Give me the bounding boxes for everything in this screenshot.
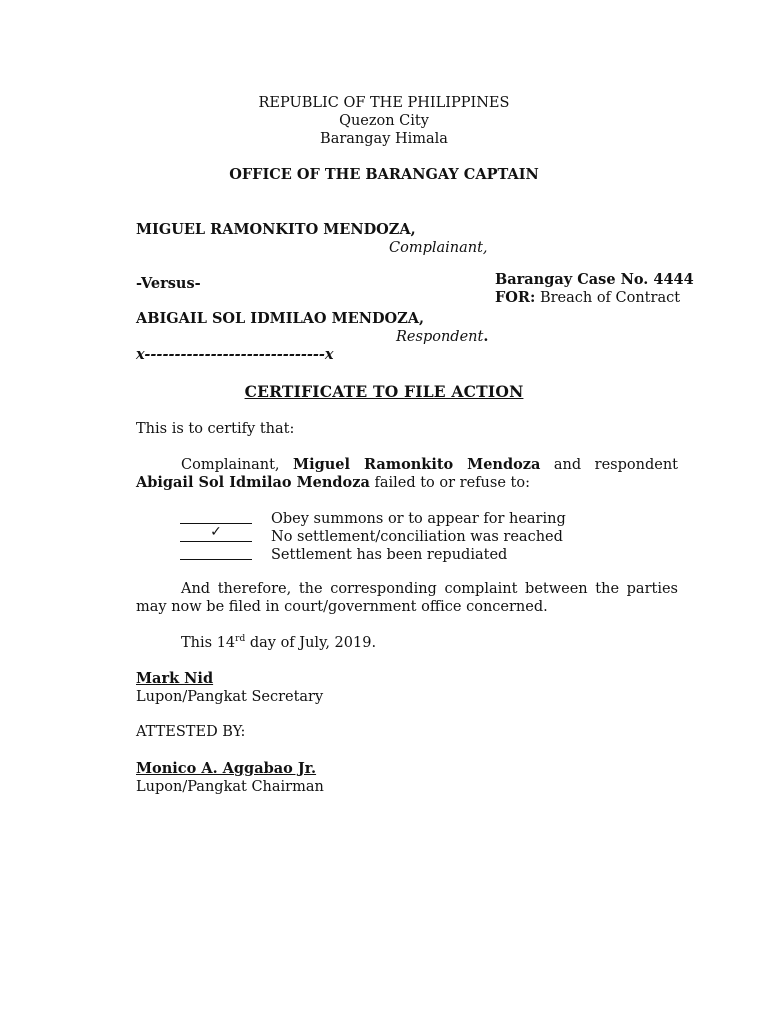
check-blank bbox=[180, 524, 252, 542]
check-blank bbox=[180, 546, 252, 560]
date-ordinal: rd bbox=[235, 634, 246, 645]
respondent-role: Respondent bbox=[396, 329, 484, 345]
option-no-settlement bbox=[180, 524, 563, 547]
option-label: Settlement has been repudiated bbox=[271, 547, 508, 563]
chairman-name: Monico A. Aggabao Jr. bbox=[136, 760, 317, 777]
option-repudiated bbox=[180, 546, 508, 565]
respondent-ref: Abigail Sol Idmilao Mendoza bbox=[136, 474, 370, 491]
chairman-title: Lupon/Pangkat Chairman bbox=[136, 779, 324, 795]
check-blank bbox=[180, 510, 252, 524]
case-number: Barangay Case No. 4444 bbox=[495, 271, 694, 288]
respondent-role-period: . bbox=[483, 328, 489, 345]
for-value: Breach of Contract bbox=[539, 290, 681, 306]
complainant-name: MIGUEL RAMONKITO MENDOZA, bbox=[136, 221, 416, 238]
caption-separator: x------------------------------x bbox=[136, 346, 334, 363]
versus-label: -Versus- bbox=[136, 275, 201, 292]
certificate-title: CERTIFICATE TO FILE ACTION bbox=[244, 382, 524, 401]
date-suffix: day of July, 2019. bbox=[245, 635, 377, 651]
para-end: failed to or refuse to: bbox=[374, 475, 530, 491]
certification-paragraph bbox=[136, 456, 678, 492]
therefore-paragraph: And therefore, the corresponding complaint between the parties may now be filed in court/government office concerned. bbox=[136, 581, 678, 615]
option-label: No settlement/conciliation was reached bbox=[271, 529, 563, 545]
date-prefix: This 14 bbox=[181, 635, 236, 651]
secretary-name: Mark Nid bbox=[136, 670, 214, 687]
checkmark-icon: ✓ bbox=[210, 524, 222, 540]
header-republic: REPUBLIC OF THE PHILIPPINES bbox=[258, 95, 510, 111]
header-city: Quezon City bbox=[339, 113, 429, 129]
date-line bbox=[181, 634, 376, 652]
option-label: Obey summons or to appear for hearing bbox=[271, 511, 566, 527]
para-mid: and respondent bbox=[553, 457, 678, 473]
secretary-title: Lupon/Pangkat Secretary bbox=[136, 689, 324, 705]
case-subject bbox=[495, 289, 680, 307]
respondent-name: ABIGAIL SOL IDMILAO MENDOZA, bbox=[136, 310, 425, 327]
certify-intro: This is to certify that: bbox=[136, 421, 295, 437]
para-start: Complainant, bbox=[181, 457, 280, 473]
header-barangay: Barangay Himala bbox=[320, 131, 448, 147]
complainant-role: Complainant, bbox=[389, 240, 488, 256]
complainant-ref: Miguel Ramonkito Mendoza bbox=[293, 456, 541, 473]
respondent-role-line bbox=[396, 328, 488, 346]
attested-label: ATTESTED BY: bbox=[136, 724, 246, 740]
office-title: OFFICE OF THE BARANGAY CAPTAIN bbox=[229, 166, 539, 183]
for-label: FOR: bbox=[495, 289, 536, 306]
